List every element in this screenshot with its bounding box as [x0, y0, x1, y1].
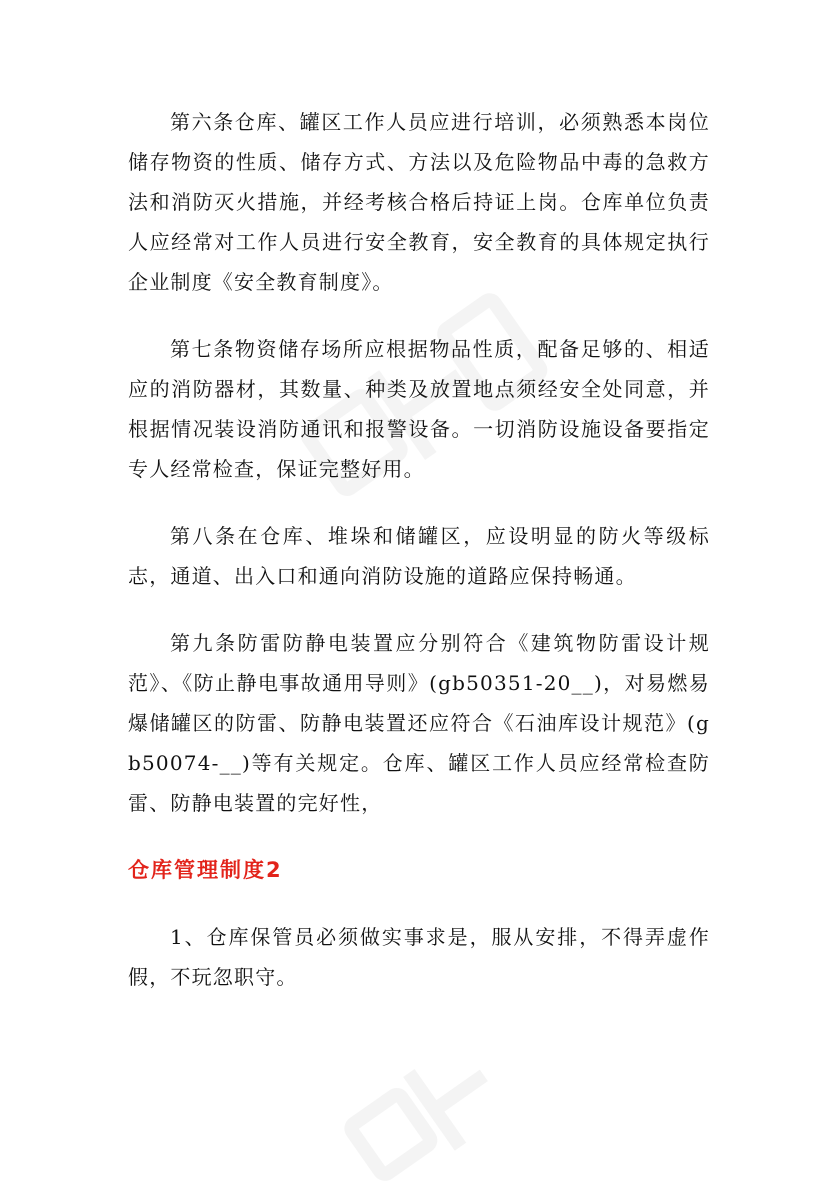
article-9-paragraph: 第九条防雷防静电装置应分别符合《建筑物防雷设计规范》、《防止静电事故通用导则》(gb50351-20__)，对易燃易爆储罐区的防雷、防静电装置还应符合《石油库设计规范》(gb50074-__)等有关规定。仓库、罐区工作人员应经常检查防雷、防静电装置的完好性，	[128, 631, 710, 815]
article-6-paragraph: 第六条仓库、罐区工作人员应进行培训，必须熟悉本岗位储存物资的性质、储存方式、方法以及危险物品中毒的急救方法和消防灭火措施，并经考核合格后持证上岗。仓库单位负责人应经常对工作人员进行安全教育，安全教育的具体规定执行企业制度《安全教育制度》。	[128, 110, 710, 294]
document-body	[128, 102, 710, 997]
article-8-paragraph: 第八条在仓库、堆垛和储罐区，应设明显的防火等级标志，通道、出入口和通向消防设施的道路应保持畅通。	[128, 524, 710, 588]
rule-1-paragraph: 1、仓库保管员必须做实事求是，服从安排，不得弄虚作假，不玩忽职守。	[128, 925, 710, 989]
section-heading: 仓库管理制度2	[128, 858, 283, 882]
article-7-paragraph: 第七条物资储存场所应根据物品性质，配备足够的、相适应的消防器材，其数量、种类及放置地点须经安全处同意，并根据情况装设消防通讯和报警设备。一切消防设施设备要指定专人经常检查，保证完整好用。	[128, 337, 710, 481]
watermark-logo	[330, 1010, 550, 1190]
